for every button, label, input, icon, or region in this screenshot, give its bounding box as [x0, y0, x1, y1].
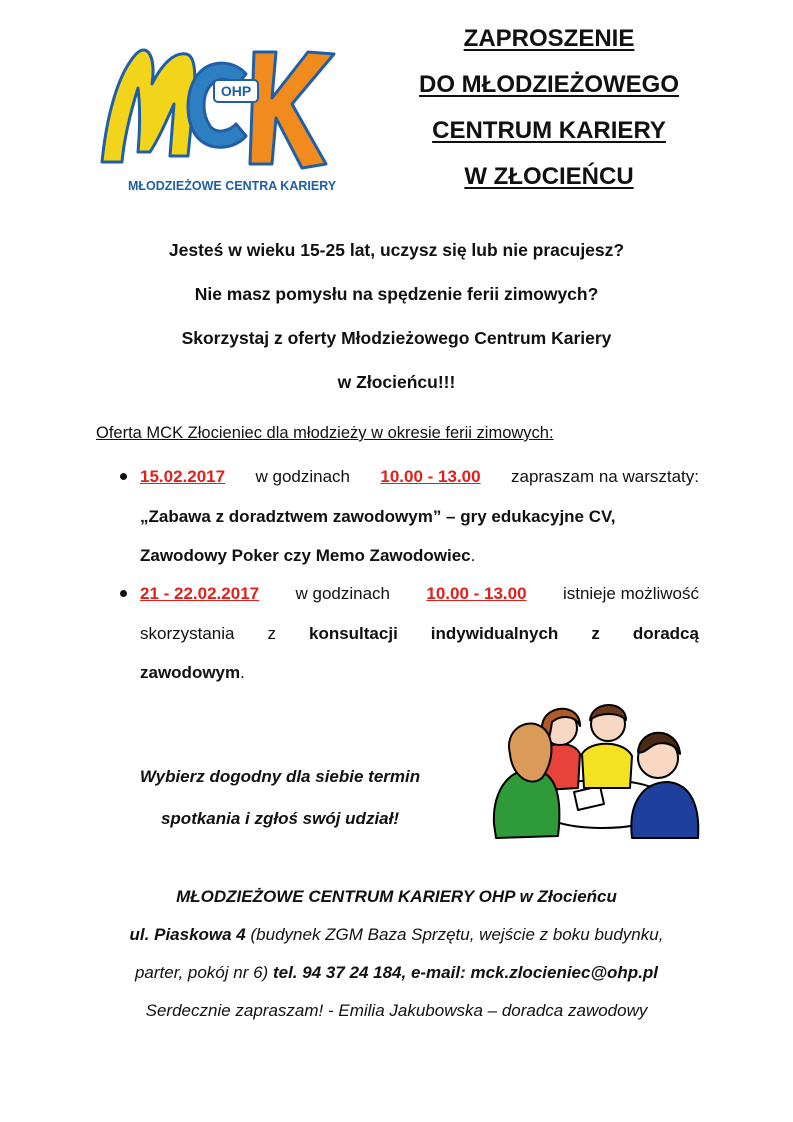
offer-1-date: 15.02.2017	[140, 467, 226, 486]
intro-line-4: w Złocieńcu!!!	[337, 372, 456, 392]
footer-org: MŁODZIEŻOWE CENTRUM KARIERY OHP w Złocieńcu	[176, 887, 617, 906]
offer-2-word-skorzystania: skorzystania	[140, 623, 235, 643]
offer-2-in-hours: w godzinach	[295, 584, 390, 603]
intro-questions	[60, 228, 733, 404]
intro-line-3: Skorzystaj z oferty Młodzieżowego Centrum Kariery	[181, 328, 612, 348]
offer-item-1	[140, 457, 699, 576]
logo-caption: MŁODZIEŻOWE CENTRA KARIERY	[128, 179, 337, 193]
offer-2-word-z: z	[267, 623, 276, 643]
title-line-1: ZAPROSZENIE	[463, 25, 635, 52]
offer-1-workshops: „Zabawa z doradztwem zawodowym” – gry edukacyjne CV,	[140, 506, 616, 526]
footer-building: (budynek ZGM Baza Sprzętu, wejście z boku budynku,	[250, 925, 664, 944]
cta-line-2: spotkania i zgłoś swój udział!	[160, 809, 400, 828]
logo-badge-text: OHP	[220, 83, 252, 99]
offer-1-period: .	[470, 546, 476, 565]
intro-line-1: Jesteś w wieku 15-25 lat, uczysz się lub nie pracujesz?	[168, 240, 625, 260]
footer-room: parter, pokój nr 6)	[134, 963, 269, 982]
offer-1-in-hours: w godzinach	[255, 467, 350, 486]
contact-footer	[60, 878, 733, 1030]
bullet-icon	[120, 590, 127, 597]
offer-2-word-konsultacji: konsultacji	[308, 623, 398, 643]
footer-street: ul. Piaskowa 4	[129, 925, 246, 944]
people-at-table-icon	[492, 696, 702, 842]
offer-heading: Oferta MCK Złocieniec dla młodzieży w okresie ferii zimowych:	[96, 424, 554, 442]
offer-1-hours: 10.00 - 13.00	[380, 467, 481, 486]
offer-2-word-doradca: doradcą	[632, 623, 699, 643]
offer-2-word-indywidualnych: indywidualnych	[430, 623, 559, 643]
offer-2-word-z-2: z	[591, 623, 600, 643]
footer-contact: tel. 94 37 24 184, e-mail: mck.zlocieniec@ohp.pl	[272, 963, 659, 982]
title-line-2: DO MŁODZIEŻOWEGO	[419, 71, 679, 98]
offer-1-games: Zawodowy Poker czy Memo Zawodowiec	[140, 546, 471, 565]
bullet-icon	[120, 473, 127, 480]
call-to-action	[100, 756, 460, 840]
offer-2-period: .	[240, 663, 245, 682]
mck-logo	[96, 44, 350, 196]
offer-2-possibility: istnieje możliwość	[562, 584, 699, 603]
offer-2-hours: 10.00 - 13.00	[426, 584, 527, 603]
offer-2-date: 21 - 22.02.2017	[140, 584, 260, 603]
footer-signature: Serdecznie zapraszam! - Emilia Jakubowska – doradca zawodowy	[145, 1001, 648, 1020]
title-line-4: W ZŁOCIEŃCU	[464, 163, 634, 190]
intro-line-2: Nie masz pomysłu na spędzenie ferii zimowych?	[194, 284, 599, 304]
offer-2-word-zawodowym: zawodowym	[140, 663, 241, 682]
offer-item-2	[140, 574, 699, 693]
title-line-3: CENTRUM KARIERY	[432, 117, 666, 144]
offer-1-invite: zapraszam na warsztaty:	[510, 467, 699, 486]
page-title	[390, 16, 708, 200]
mck-logo-graphic	[96, 44, 350, 196]
group-meeting-illustration	[492, 696, 702, 842]
cta-line-1: Wybierz dogodny dla siebie termin	[139, 767, 421, 786]
